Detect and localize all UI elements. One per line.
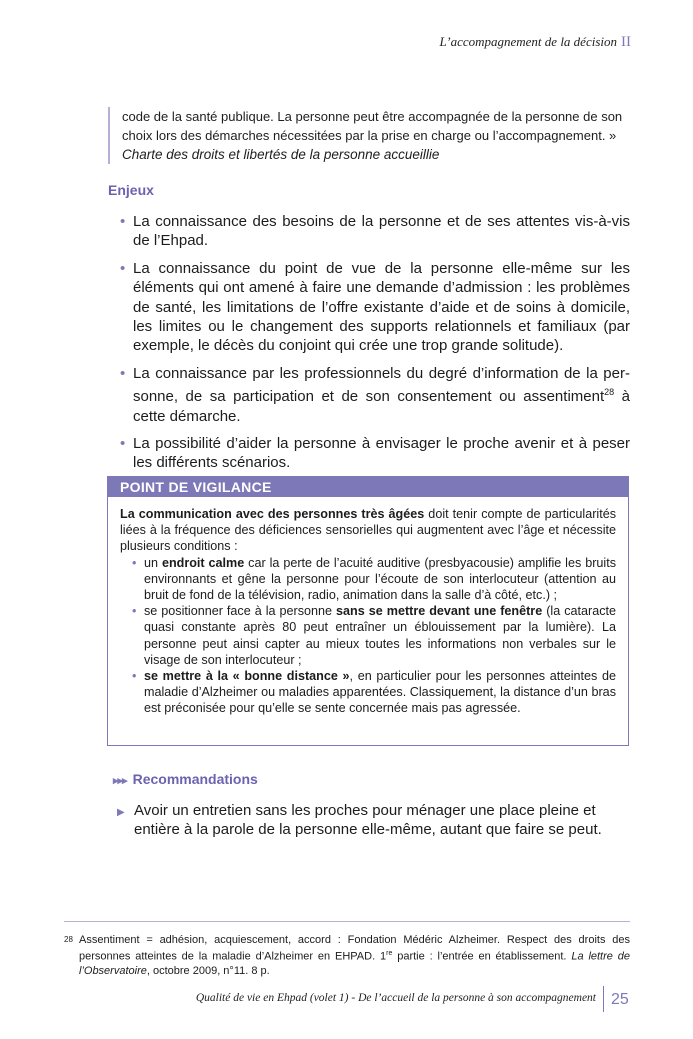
vigilance-intro: La communication avec des personnes très âgées doit tenir compte de particularités liées à la fréquence des déficiences sensorielles qui augmentent avec l’âge et nécessite plusieurs conditions : — [120, 507, 616, 554]
recommandations-title: Recommandations — [132, 771, 258, 787]
bullet-icon: • — [132, 604, 137, 619]
vigilance-box — [107, 476, 629, 746]
list-item: • La possibilité d’aider la personne à envisager le proche avenir et à peser les différents scénarios. — [120, 435, 630, 472]
bullet-icon: • — [120, 259, 126, 277]
list-item: • un endroit calme car la perte de l’acuité auditive (presbyacousie) amplifie les bruits environnants et gêne la personne pour l’écoute de son interlocuteur (attention au bruit de fond de la télévision, radio, animation dans la salle d’à côté, etc.) ; — [132, 555, 616, 603]
quote-block — [108, 107, 644, 164]
list-item: • La connaissance des besoins de la personne et de ses attentes vis-à-vis de l’Ehpad. — [120, 213, 630, 250]
list-item: • La connaissance du point de vue de la personne elle-même sur les éléments qui ont amené à faire une demande d’admission : les problèmes de santé, les limitations de l’offre existante d’aide et de soins à domicile, les limites ou le changement des supports relationnels et familiaux (par exemple, le décès du conjoint qui crée une trop grande solitude). — [120, 259, 630, 355]
triangle-right-icon: ▶ — [117, 807, 125, 818]
footnote-number: 28 — [64, 935, 73, 944]
part-number: II — [621, 34, 631, 50]
list-item: • se positionner face à la personne sans se mettre devant une fenêtre (la cataracte quasi constante après 80 peut entraîner un éblouissement par la lumière). La personne peut ainsi capter au mieux toutes les informations non verbales sur le visage de son interlocuteur ; — [132, 604, 616, 667]
running-header-title: L’accompagnement de la décision — [439, 34, 617, 49]
footnote-ref[interactable]: 28 — [604, 387, 615, 398]
bullet-icon: • — [132, 669, 137, 684]
footnote-divider — [64, 921, 630, 922]
running-header — [440, 34, 632, 51]
enjeux-list — [120, 212, 630, 481]
bullet-icon: • — [120, 435, 126, 453]
footer-divider — [603, 986, 604, 1012]
list-item: • La connaissance par les professionnels du degré d’information de la per-sonne, de sa participation et de son consentement ou assentiment$^{28}$ à cette démarche. — [120, 364, 630, 425]
list-item: • se mettre à la « bonne distance », en particulier pour les personnes atteintes de maladie d’Alzheimer ou maladies apparentées. Classiquement, la distance d’un bras est préconisée pour qu’elle se sente concernée mais pas agressée. — [132, 669, 616, 716]
vigilance-list — [120, 555, 616, 717]
enjeux-title: Enjeux — [108, 182, 154, 198]
quote-source: Charte des droits et libertés de la personne accueillie — [122, 147, 440, 162]
quote-text: code de la santé publique. La personne peut être accompagnée de la personne de son choix lors des démarches nécessitées par la prise en charge ou l’accompagnement. » — [122, 109, 623, 143]
vigilance-body — [108, 497, 628, 717]
running-footer: Qualité de vie en Ehpad (volet 1) - De l’accueil de la personne à son accompagnement — [195, 992, 596, 1004]
bullet-icon: • — [120, 364, 126, 382]
recommandations-heading — [113, 771, 258, 787]
triple-arrow-icon: ▸▸▸ — [113, 775, 127, 787]
page-number: 25 — [611, 991, 629, 1008]
recommandation-item: ▶ Avoir un entretien sans les proches pour ménager une place pleine et entière à la parole de la personne elle-même, autant que faire se peut. — [117, 802, 602, 839]
vigilance-title: POINT DE VIGILANCE — [108, 477, 628, 497]
footnote: 28 Assentiment = adhésion, acquiescement, accord : Fondation Médéric Alzheimer. Respect des droits des personnes atteintes de la maladie d’Alzheimer en EHPAD. 1re partie : l’entrée en établissement. La lettre de l’Observatoire, octobre 2009, n°11. 8 p. — [64, 934, 630, 977]
bullet-icon: • — [132, 555, 137, 570]
bullet-icon: • — [120, 213, 126, 230]
